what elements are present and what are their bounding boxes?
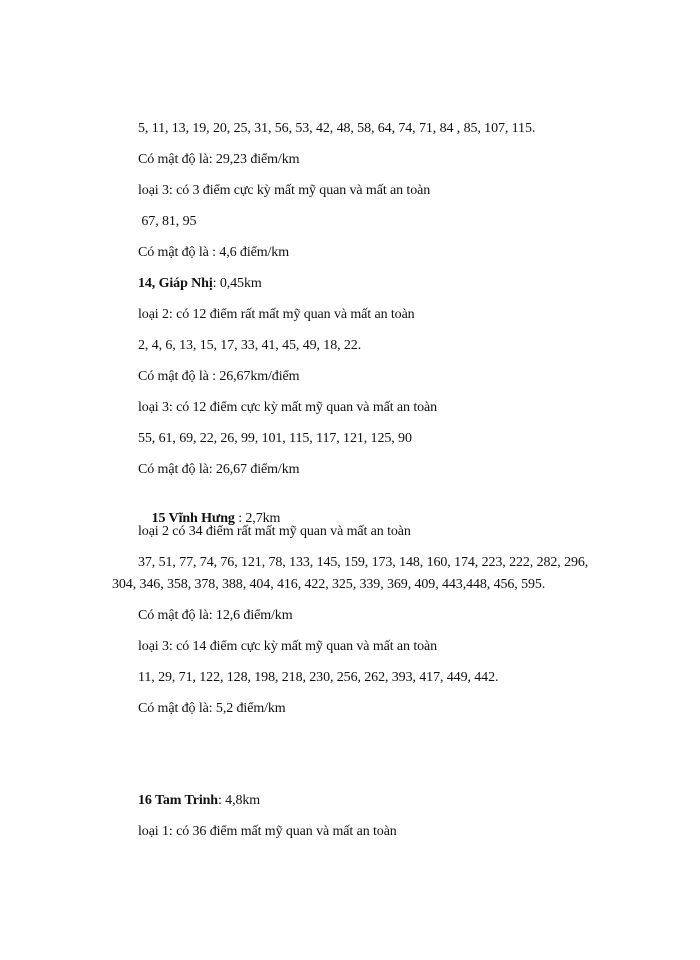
text-line: Có mật độ là: 12,6 điểm/km bbox=[138, 608, 293, 623]
heading-title: 16 Tam Trinh bbox=[138, 793, 218, 808]
heading-title: 14, Giáp Nhị bbox=[138, 276, 213, 291]
heading-value: : 4,8km bbox=[217, 793, 261, 808]
text-line: 11, 29, 71, 122, 128, 198, 218, 230, 256, 262, 393, 417, 449, 442. bbox=[138, 670, 499, 685]
text-line: loại 3: có 3 điểm cực kỳ mất mỹ quan và mất an toàn bbox=[138, 183, 431, 198]
text-line: loại 2: có 12 điểm rất mất mỹ quan và mất an toàn bbox=[138, 307, 415, 322]
text-line: Có mật độ là: 5,2 điểm/km bbox=[138, 701, 286, 716]
text-line: loại 3: có 12 điểm cực kỳ mất mỹ quan và mất an toàn bbox=[138, 400, 438, 415]
text-line: loại 1: có 36 điểm mất mỹ quan và mất an toàn bbox=[138, 824, 397, 839]
heading-value: : 2,7km bbox=[234, 511, 281, 526]
text-line: 37, 51, 77, 74, 76, 121, 78, 133, 145, 159, 173, 148, 160, 174, 223, 222, 282, 296, bbox=[138, 555, 589, 570]
section-heading-giap-nhi bbox=[138, 275, 262, 293]
text-line: Có mật độ là: 29,23 điểm/km bbox=[138, 152, 300, 167]
text-line: 2, 4, 6, 13, 15, 17, 33, 41, 45, 49, 18, 22. bbox=[138, 338, 362, 353]
text-line: 5, 11, 13, 19, 20, 25, 31, 56, 53, 42, 48, 58, 64, 74, 71, 84 , 85, 107, 115. bbox=[138, 121, 536, 136]
text-line: Có mật độ là : 26,67km/điểm bbox=[138, 369, 300, 384]
text-line: 67, 81, 95 bbox=[138, 214, 197, 229]
text-line: loại 3: có 14 điểm cực kỳ mất mỹ quan và mất an toàn bbox=[138, 639, 438, 654]
text-line: loại 2 có 34 điểm rất mất mỹ quan và mất an toàn bbox=[138, 524, 411, 539]
text-line: Có mật độ là : 4,6 điểm/km bbox=[138, 245, 289, 260]
heading-value: : 0,45km bbox=[212, 276, 262, 291]
section-heading-tam-trinh bbox=[138, 792, 260, 810]
heading-title: 15 Vĩnh Hưng bbox=[151, 511, 235, 526]
text-line: 304, 346, 358, 378, 388, 404, 416, 422, 325, 339, 369, 409, 443,448, 456, 595. bbox=[112, 577, 546, 592]
text-line: 55, 61, 69, 22, 26, 99, 101, 115, 117, 121, 125, 90 bbox=[138, 431, 412, 446]
text-line: Có mật độ là: 26,67 điểm/km bbox=[138, 462, 300, 477]
